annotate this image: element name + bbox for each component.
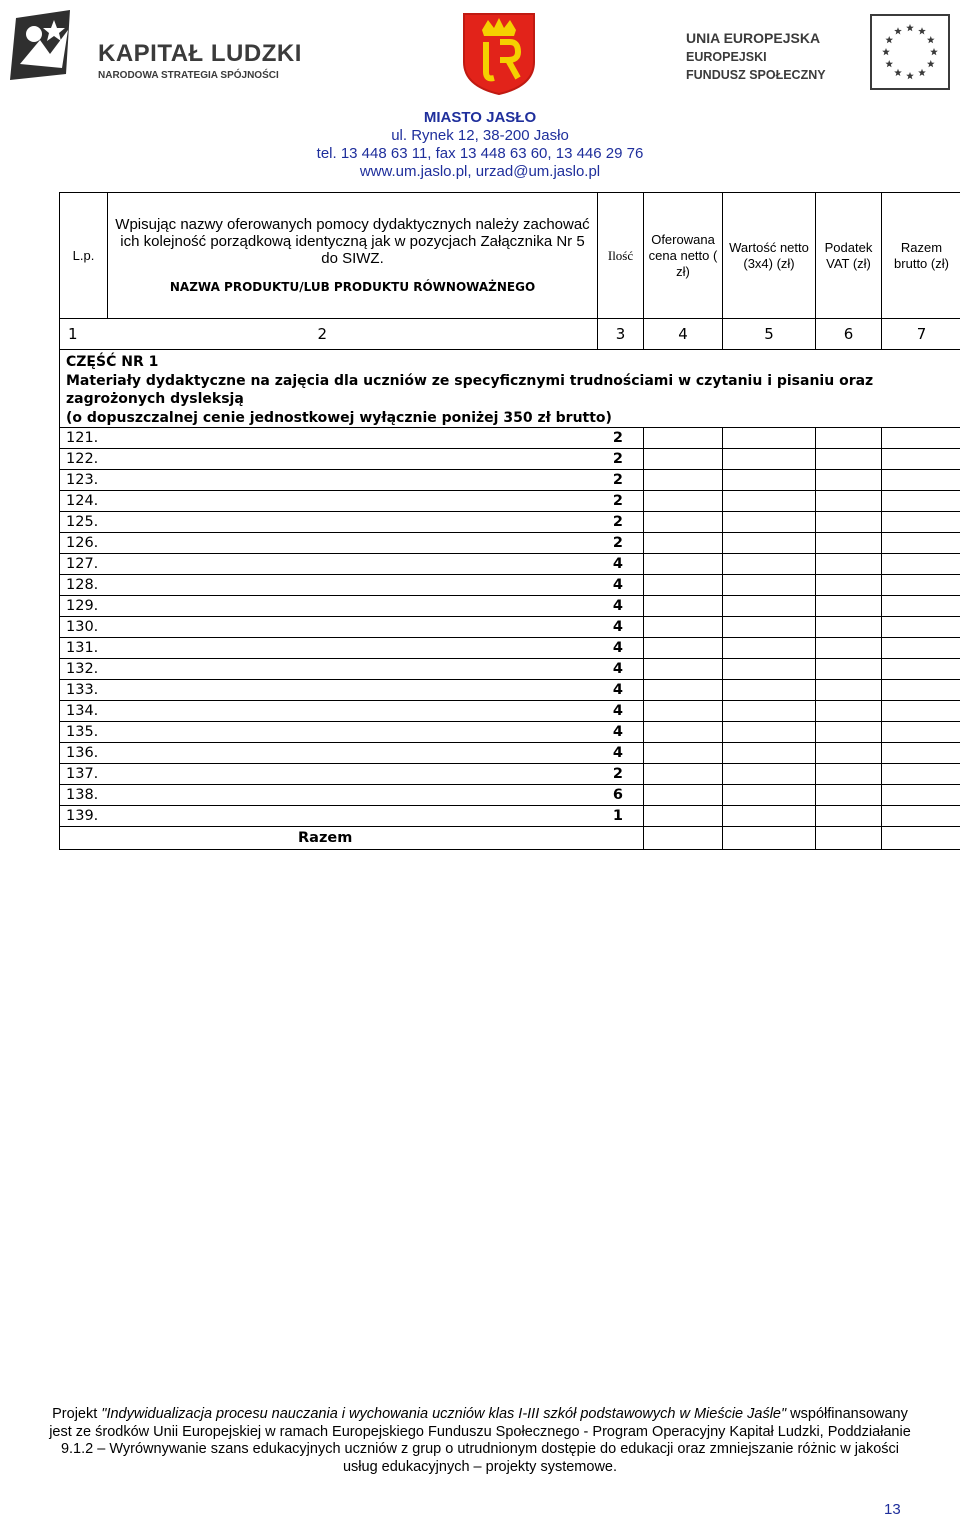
footer-line-3: 9.1.2 – Wyrównywanie szans edukacyjnych uczniów z grup o utrudnionym dostępie do edukacji oraz zmniejszanie różnic w jakości xyxy=(0,1441,960,1459)
row-lp: 128. xyxy=(60,575,108,596)
header-name-title: NAZWA PRODUKTU/LUB PRODUKTU RÓWNOWAŻNEGO xyxy=(114,279,591,296)
table-row xyxy=(60,680,960,701)
table-row xyxy=(60,470,960,491)
row-value-cell xyxy=(723,701,816,722)
address-street: ul. Rynek 12, 38-200 Jasło xyxy=(0,127,960,145)
column-numbers-row xyxy=(60,319,960,350)
row-vat-cell xyxy=(816,554,882,575)
kapital-ludzki-emblem-icon xyxy=(10,10,80,86)
footer-line-4: usług edukacyjnych – projekty systemowe. xyxy=(0,1459,960,1477)
row-gross-cell xyxy=(882,806,960,827)
table-row xyxy=(60,701,960,722)
row-price-cell xyxy=(644,554,723,575)
row-lp: 132. xyxy=(60,659,108,680)
row-lp: 126. xyxy=(60,533,108,554)
footer-line-1 xyxy=(0,1406,960,1424)
row-price-cell xyxy=(644,512,723,533)
row-lp: 121. xyxy=(60,428,108,449)
total-label: Razem xyxy=(60,827,644,850)
row-price-cell xyxy=(644,617,723,638)
row-gross-cell xyxy=(882,512,960,533)
row-vat-cell xyxy=(816,617,882,638)
column-number-4: 4 xyxy=(644,319,723,350)
row-price-cell xyxy=(644,638,723,659)
offer-table xyxy=(59,192,960,850)
column-number-2: 2 xyxy=(318,325,328,343)
row-value-cell xyxy=(723,785,816,806)
row-qty: 6 xyxy=(108,785,644,806)
row-value-cell xyxy=(723,764,816,785)
row-vat-cell xyxy=(816,785,882,806)
row-vat-cell xyxy=(816,470,882,491)
row-value-cell xyxy=(723,722,816,743)
row-qty: 4 xyxy=(108,680,644,701)
header-name-instruction: Wpisując nazwy oferowanych pomocy dydaktycznych należy zachować ich kolejność porządkową identyczną jak w pozycjach Załącznika Nr 5 do SIWZ. xyxy=(114,216,591,267)
row-vat-cell xyxy=(816,680,882,701)
header-name xyxy=(108,193,598,319)
row-price-cell xyxy=(644,428,723,449)
table-row xyxy=(60,533,960,554)
row-qty: 2 xyxy=(108,449,644,470)
section-line-3: (o dopuszczalnej cenie jednostkowej wyłącznie poniżej 350 zł brutto) xyxy=(66,409,955,428)
row-gross-cell xyxy=(882,533,960,554)
header-vat: Podatek VAT (zł) xyxy=(816,193,882,319)
eu-flag-icon xyxy=(870,14,950,90)
section-row xyxy=(60,350,960,428)
total-value-cell xyxy=(723,827,816,850)
row-qty: 2 xyxy=(108,764,644,785)
row-price-cell xyxy=(644,764,723,785)
table-row xyxy=(60,659,960,680)
row-lp: 136. xyxy=(60,743,108,764)
table-row xyxy=(60,491,960,512)
row-gross-cell xyxy=(882,638,960,659)
footer-line-1-suffix: współfinansowany xyxy=(786,1406,908,1422)
row-qty: 4 xyxy=(108,722,644,743)
row-value-cell xyxy=(723,470,816,491)
row-value-cell xyxy=(723,428,816,449)
header-value: Wartość netto (3x4) (zł) xyxy=(723,193,816,319)
row-value-cell xyxy=(723,743,816,764)
row-vat-cell xyxy=(816,638,882,659)
column-number-7: 7 xyxy=(882,319,960,350)
table-row xyxy=(60,743,960,764)
table-row xyxy=(60,554,960,575)
row-price-cell xyxy=(644,701,723,722)
kapital-ludzki-subtitle: NARODOWA STRATEGIA SPÓJNOŚCI xyxy=(98,70,279,81)
total-vat-cell xyxy=(816,827,882,850)
row-qty: 2 xyxy=(108,533,644,554)
row-gross-cell xyxy=(882,428,960,449)
eu-efs-logo xyxy=(686,14,952,90)
row-gross-cell xyxy=(882,764,960,785)
page-number: 13 xyxy=(884,1501,901,1518)
row-vat-cell xyxy=(816,764,882,785)
row-gross-cell xyxy=(882,659,960,680)
row-qty: 1 xyxy=(108,806,644,827)
total-price-cell xyxy=(644,827,723,850)
table-row xyxy=(60,617,960,638)
row-lp: 137. xyxy=(60,764,108,785)
row-value-cell xyxy=(723,806,816,827)
jaslo-crest-icon xyxy=(462,12,536,96)
row-qty: 2 xyxy=(108,470,644,491)
row-gross-cell xyxy=(882,680,960,701)
row-qty: 4 xyxy=(108,554,644,575)
row-vat-cell xyxy=(816,743,882,764)
row-value-cell xyxy=(723,617,816,638)
column-number-1: 1 xyxy=(68,325,78,343)
row-lp: 134. xyxy=(60,701,108,722)
table-header-row xyxy=(60,193,960,319)
row-vat-cell xyxy=(816,659,882,680)
row-vat-cell xyxy=(816,701,882,722)
table-row xyxy=(60,764,960,785)
total-gross-cell xyxy=(882,827,960,850)
row-value-cell xyxy=(723,575,816,596)
column-number-3: 3 xyxy=(598,319,644,350)
section-title xyxy=(60,350,960,428)
row-vat-cell xyxy=(816,449,882,470)
row-price-cell xyxy=(644,743,723,764)
row-value-cell xyxy=(723,596,816,617)
row-lp: 127. xyxy=(60,554,108,575)
row-value-cell xyxy=(723,554,816,575)
address-web: www.um.jaslo.pl, urzad@um.jaslo.pl xyxy=(0,163,960,181)
row-vat-cell xyxy=(816,428,882,449)
row-price-cell xyxy=(644,680,723,701)
row-lp: 122. xyxy=(60,449,108,470)
row-value-cell xyxy=(723,512,816,533)
footer-project-prefix: Projekt xyxy=(52,1406,101,1422)
eu-logo-line-3: FUNDUSZ SPOŁECZNY xyxy=(686,68,826,82)
row-qty: 4 xyxy=(108,659,644,680)
row-vat-cell xyxy=(816,806,882,827)
row-gross-cell xyxy=(882,491,960,512)
row-vat-cell xyxy=(816,596,882,617)
table-row xyxy=(60,512,960,533)
column-numbers-left xyxy=(60,319,598,350)
row-value-cell xyxy=(723,449,816,470)
row-gross-cell xyxy=(882,470,960,491)
row-price-cell xyxy=(644,449,723,470)
header-qty: Ilość xyxy=(598,193,644,319)
footer-line-2: jest ze środków Unii Europejskiej w ramach Europejskiego Funduszu Społecznego - Program Operacyjny Kapitał Ludzki, Poddziałanie xyxy=(0,1424,960,1442)
row-gross-cell xyxy=(882,575,960,596)
row-gross-cell xyxy=(882,701,960,722)
header-lp: L.p. xyxy=(60,193,108,319)
row-value-cell xyxy=(723,533,816,554)
section-line-2: Materiały dydaktyczne na zajęcia dla uczniów ze specyficznymi trudnościami w czytaniu i pisaniu oraz zagrożonych dysleksją xyxy=(66,372,955,409)
eu-logo-line-1: UNIA EUROPEJSKA xyxy=(686,30,820,46)
row-lp: 129. xyxy=(60,596,108,617)
row-gross-cell xyxy=(882,785,960,806)
row-qty: 2 xyxy=(108,491,644,512)
row-qty: 4 xyxy=(108,743,644,764)
row-lp: 125. xyxy=(60,512,108,533)
row-lp: 135. xyxy=(60,722,108,743)
table-row xyxy=(60,638,960,659)
row-lp: 131. xyxy=(60,638,108,659)
address-name: MIASTO JASŁO xyxy=(0,109,960,127)
kapital-ludzki-logo xyxy=(10,10,280,86)
row-vat-cell xyxy=(816,575,882,596)
column-number-6: 6 xyxy=(816,319,882,350)
row-price-cell xyxy=(644,722,723,743)
row-lp: 130. xyxy=(60,617,108,638)
row-price-cell xyxy=(644,596,723,617)
kapital-ludzki-title: KAPITAŁ LUDZKI xyxy=(98,40,302,68)
row-price-cell xyxy=(644,575,723,596)
row-price-cell xyxy=(644,806,723,827)
row-qty: 2 xyxy=(108,512,644,533)
row-qty: 4 xyxy=(108,701,644,722)
footer xyxy=(0,1406,960,1476)
section-line-1: CZĘŚĆ NR 1 xyxy=(66,353,955,372)
row-vat-cell xyxy=(816,491,882,512)
header-gross: Razem brutto (zł) xyxy=(882,193,960,319)
row-value-cell xyxy=(723,491,816,512)
row-qty: 2 xyxy=(108,428,644,449)
row-vat-cell xyxy=(816,533,882,554)
table-row xyxy=(60,428,960,449)
address-phone: tel. 13 448 63 11, fax 13 448 63 60, 13 446 29 76 xyxy=(0,145,960,163)
row-price-cell xyxy=(644,491,723,512)
row-gross-cell xyxy=(882,743,960,764)
table-row xyxy=(60,596,960,617)
table-row xyxy=(60,449,960,470)
table-row xyxy=(60,785,960,806)
column-number-5: 5 xyxy=(723,319,816,350)
row-qty: 4 xyxy=(108,575,644,596)
row-lp: 124. xyxy=(60,491,108,512)
row-price-cell xyxy=(644,533,723,554)
eu-logo-line-2: EUROPEJSKI xyxy=(686,50,767,64)
table-row xyxy=(60,722,960,743)
table-row xyxy=(60,575,960,596)
total-row xyxy=(60,827,960,850)
row-lp: 123. xyxy=(60,470,108,491)
row-gross-cell xyxy=(882,596,960,617)
row-qty: 4 xyxy=(108,638,644,659)
row-price-cell xyxy=(644,785,723,806)
row-gross-cell xyxy=(882,722,960,743)
row-value-cell xyxy=(723,659,816,680)
row-price-cell xyxy=(644,659,723,680)
row-price-cell xyxy=(644,470,723,491)
row-lp: 139. xyxy=(60,806,108,827)
footer-project-title: "Indywidualizacja procesu nauczania i wychowania uczniów klas I-III szkół podstawowych w Mieście Jaśle" xyxy=(101,1406,786,1422)
row-gross-cell xyxy=(882,554,960,575)
row-gross-cell xyxy=(882,449,960,470)
row-vat-cell xyxy=(816,722,882,743)
row-vat-cell xyxy=(816,512,882,533)
row-lp: 138. xyxy=(60,785,108,806)
row-qty: 4 xyxy=(108,617,644,638)
row-value-cell xyxy=(723,680,816,701)
row-gross-cell xyxy=(882,617,960,638)
row-value-cell xyxy=(723,638,816,659)
table-row xyxy=(60,806,960,827)
header-price: Oferowana cena netto ( zł) xyxy=(644,193,723,319)
row-lp: 133. xyxy=(60,680,108,701)
row-qty: 4 xyxy=(108,596,644,617)
